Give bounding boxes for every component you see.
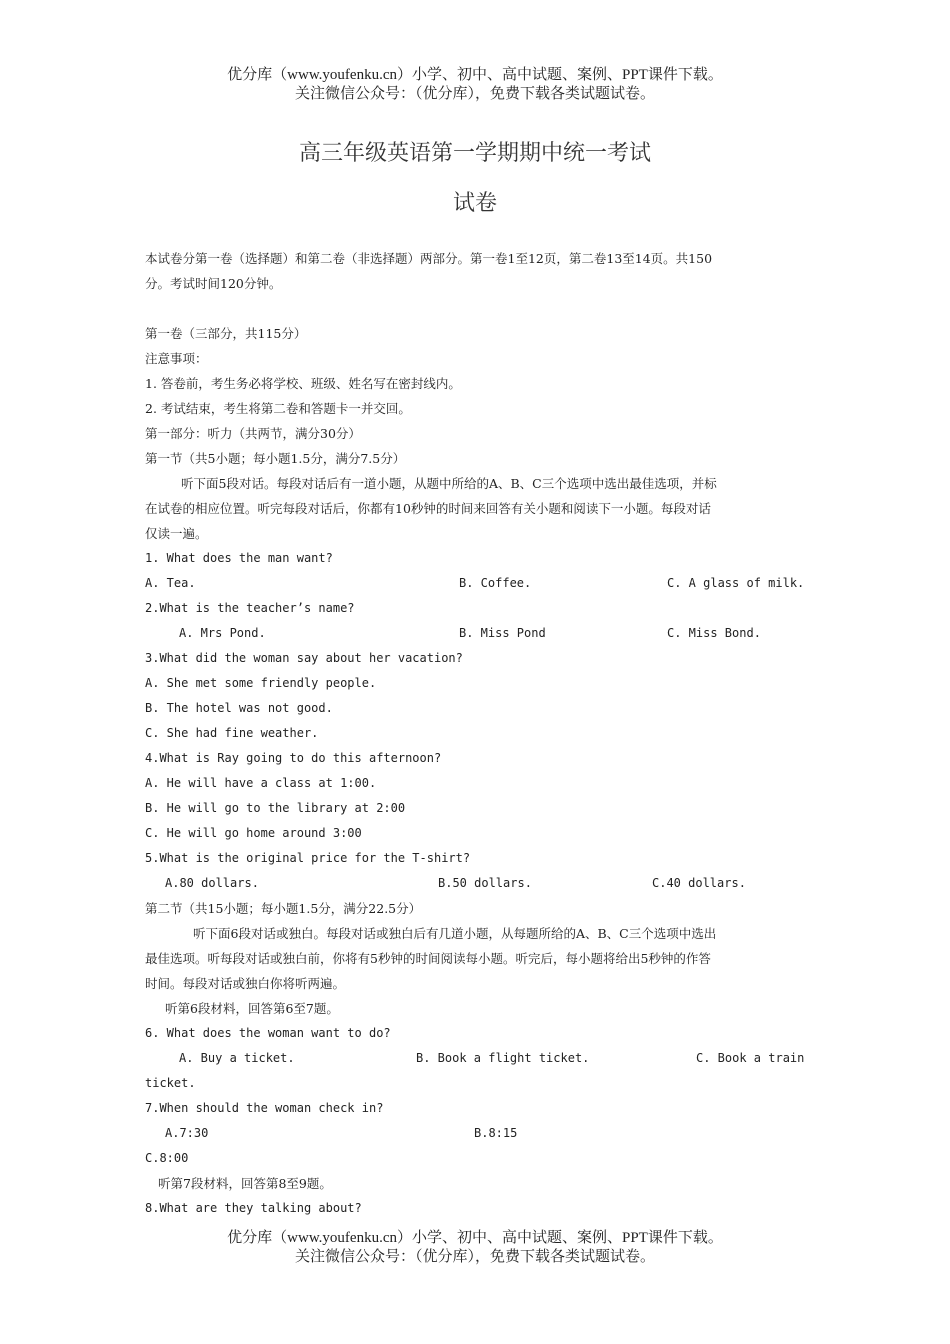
question-6: 6. What does the woman want to do?	[145, 1026, 391, 1040]
option-b: B. The hotel was not good.	[145, 701, 333, 715]
header-line-2: 关注微信公众号：（优分库），免费下载各类试题试卷。	[294, 86, 655, 102]
section1-instruction: 仅读一遍。	[145, 526, 208, 541]
footer-line-2: 关注微信公众号：（优分库），免费下载各类试题试卷。	[294, 1249, 655, 1265]
section1-instruction: 听下面5段对话。每段对话后有一道小题，从题中所给的A、B、C三个选项中选出最佳选项，并标	[181, 476, 717, 491]
option-b: B.50 dollars.	[438, 876, 532, 890]
option-a: A. Tea.	[145, 576, 196, 590]
option-c: C. He will go home around 3:00	[145, 826, 362, 840]
notice-heading: 注意事项：	[145, 351, 208, 366]
options-row	[145, 1121, 805, 1146]
part1-heading: 第一卷（三部分，共115分）	[145, 326, 307, 341]
option-c: C. She had fine weather.	[145, 726, 319, 740]
section2-instruction: 时间。每段对话或独白你将听两遍。	[145, 976, 346, 991]
section1-instruction: 在试卷的相应位置。听完每段对话后，你都有10秒钟的时间来回答有关小题和阅读下一小题。每段对话	[145, 501, 711, 516]
question-4: 4.What is Ray going to do this afternoon?	[145, 751, 442, 765]
options-row	[145, 621, 805, 646]
options-row	[145, 571, 805, 596]
option-a: A.80 dollars.	[165, 876, 259, 890]
material-note: 听第7段材料，回答第8至9题。	[158, 1176, 332, 1191]
question-7: 7.When should the woman check in?	[145, 1101, 384, 1115]
exam-subtitle: 试卷	[452, 191, 497, 216]
option-b: B. Coffee.	[459, 576, 532, 590]
option-c: C.8:00	[145, 1151, 189, 1165]
section2-heading: 第二节（共15小题；每小题1.5分，满分22.5分）	[145, 901, 422, 916]
option-c: C. A glass of milk.	[667, 576, 805, 590]
question-1: 1. What does the man want?	[145, 551, 333, 565]
exam-body	[145, 246, 805, 1221]
option-a: A. She met some friendly people.	[145, 676, 377, 690]
options-row	[145, 871, 805, 896]
section2-instruction: 听下面6段对话或独白。每段对话或独白后有几道小题，从每题所给的A、B、C三个选项中选出	[193, 926, 717, 941]
page-header	[0, 66, 950, 104]
footer-line-1: 优分库（www.youfenku.cn）小学、初中、高中试题、案例、PPT课件下载。	[227, 1230, 723, 1246]
page-footer	[0, 1229, 950, 1267]
option-b: B. He will go to the library at 2:00	[145, 801, 406, 815]
intro-line: 分。考试时间120分钟。	[145, 276, 282, 291]
question-2: 2.What is the teacher’s name?	[145, 601, 355, 615]
option-c: C. Book a train	[696, 1051, 805, 1065]
option-b: B.8:15	[474, 1126, 518, 1140]
listening-heading: 第一部分：听力（共两节，满分30分）	[145, 426, 361, 441]
options-row	[145, 1046, 805, 1071]
option-a: A. He will have a class at 1:00.	[145, 776, 377, 790]
question-5: 5.What is the original price for the T-shirt?	[145, 851, 471, 865]
notice-item: 2. 考试结束，考生将第二卷和答题卡一并交回。	[145, 401, 411, 416]
option-a: A. Mrs Pond.	[179, 626, 266, 640]
intro-line: 本试卷分第一卷（选择题）和第二卷（非选择题）两部分。第一卷1至12页，第二卷13至14页。共150	[145, 251, 713, 266]
option-c: C.40 dollars.	[652, 876, 746, 890]
question-3: 3.What did the woman say about her vacation?	[145, 651, 463, 665]
header-line-1: 优分库（www.youfenku.cn）小学、初中、高中试题、案例、PPT课件下载。	[227, 67, 723, 83]
exam-title: 高三年级英语第一学期期中统一考试	[298, 141, 651, 166]
section2-instruction: 最佳选项。听每段对话或独白前，你将有5秒钟的时间阅读每小题。听完后，每小题将给出5秒钟的作答	[145, 951, 711, 966]
option-b: B. Book a flight ticket.	[416, 1051, 590, 1065]
option-a: A.7:30	[165, 1126, 209, 1140]
option-a: A. Buy a ticket.	[179, 1051, 295, 1065]
notice-item: 1. 答卷前，考生务必将学校、班级、姓名写在密封线内。	[145, 376, 461, 391]
option-b: B. Miss Pond	[459, 626, 546, 640]
material-note: 听第6段材料，回答第6至7题。	[165, 1001, 339, 1016]
option-c-continued: ticket.	[145, 1076, 196, 1090]
option-c: C. Miss Bond.	[667, 626, 761, 640]
section1-heading: 第一节（共5小题；每小题1.5分，满分7.5分）	[145, 451, 406, 466]
question-8: 8.What are they talking about?	[145, 1201, 362, 1215]
